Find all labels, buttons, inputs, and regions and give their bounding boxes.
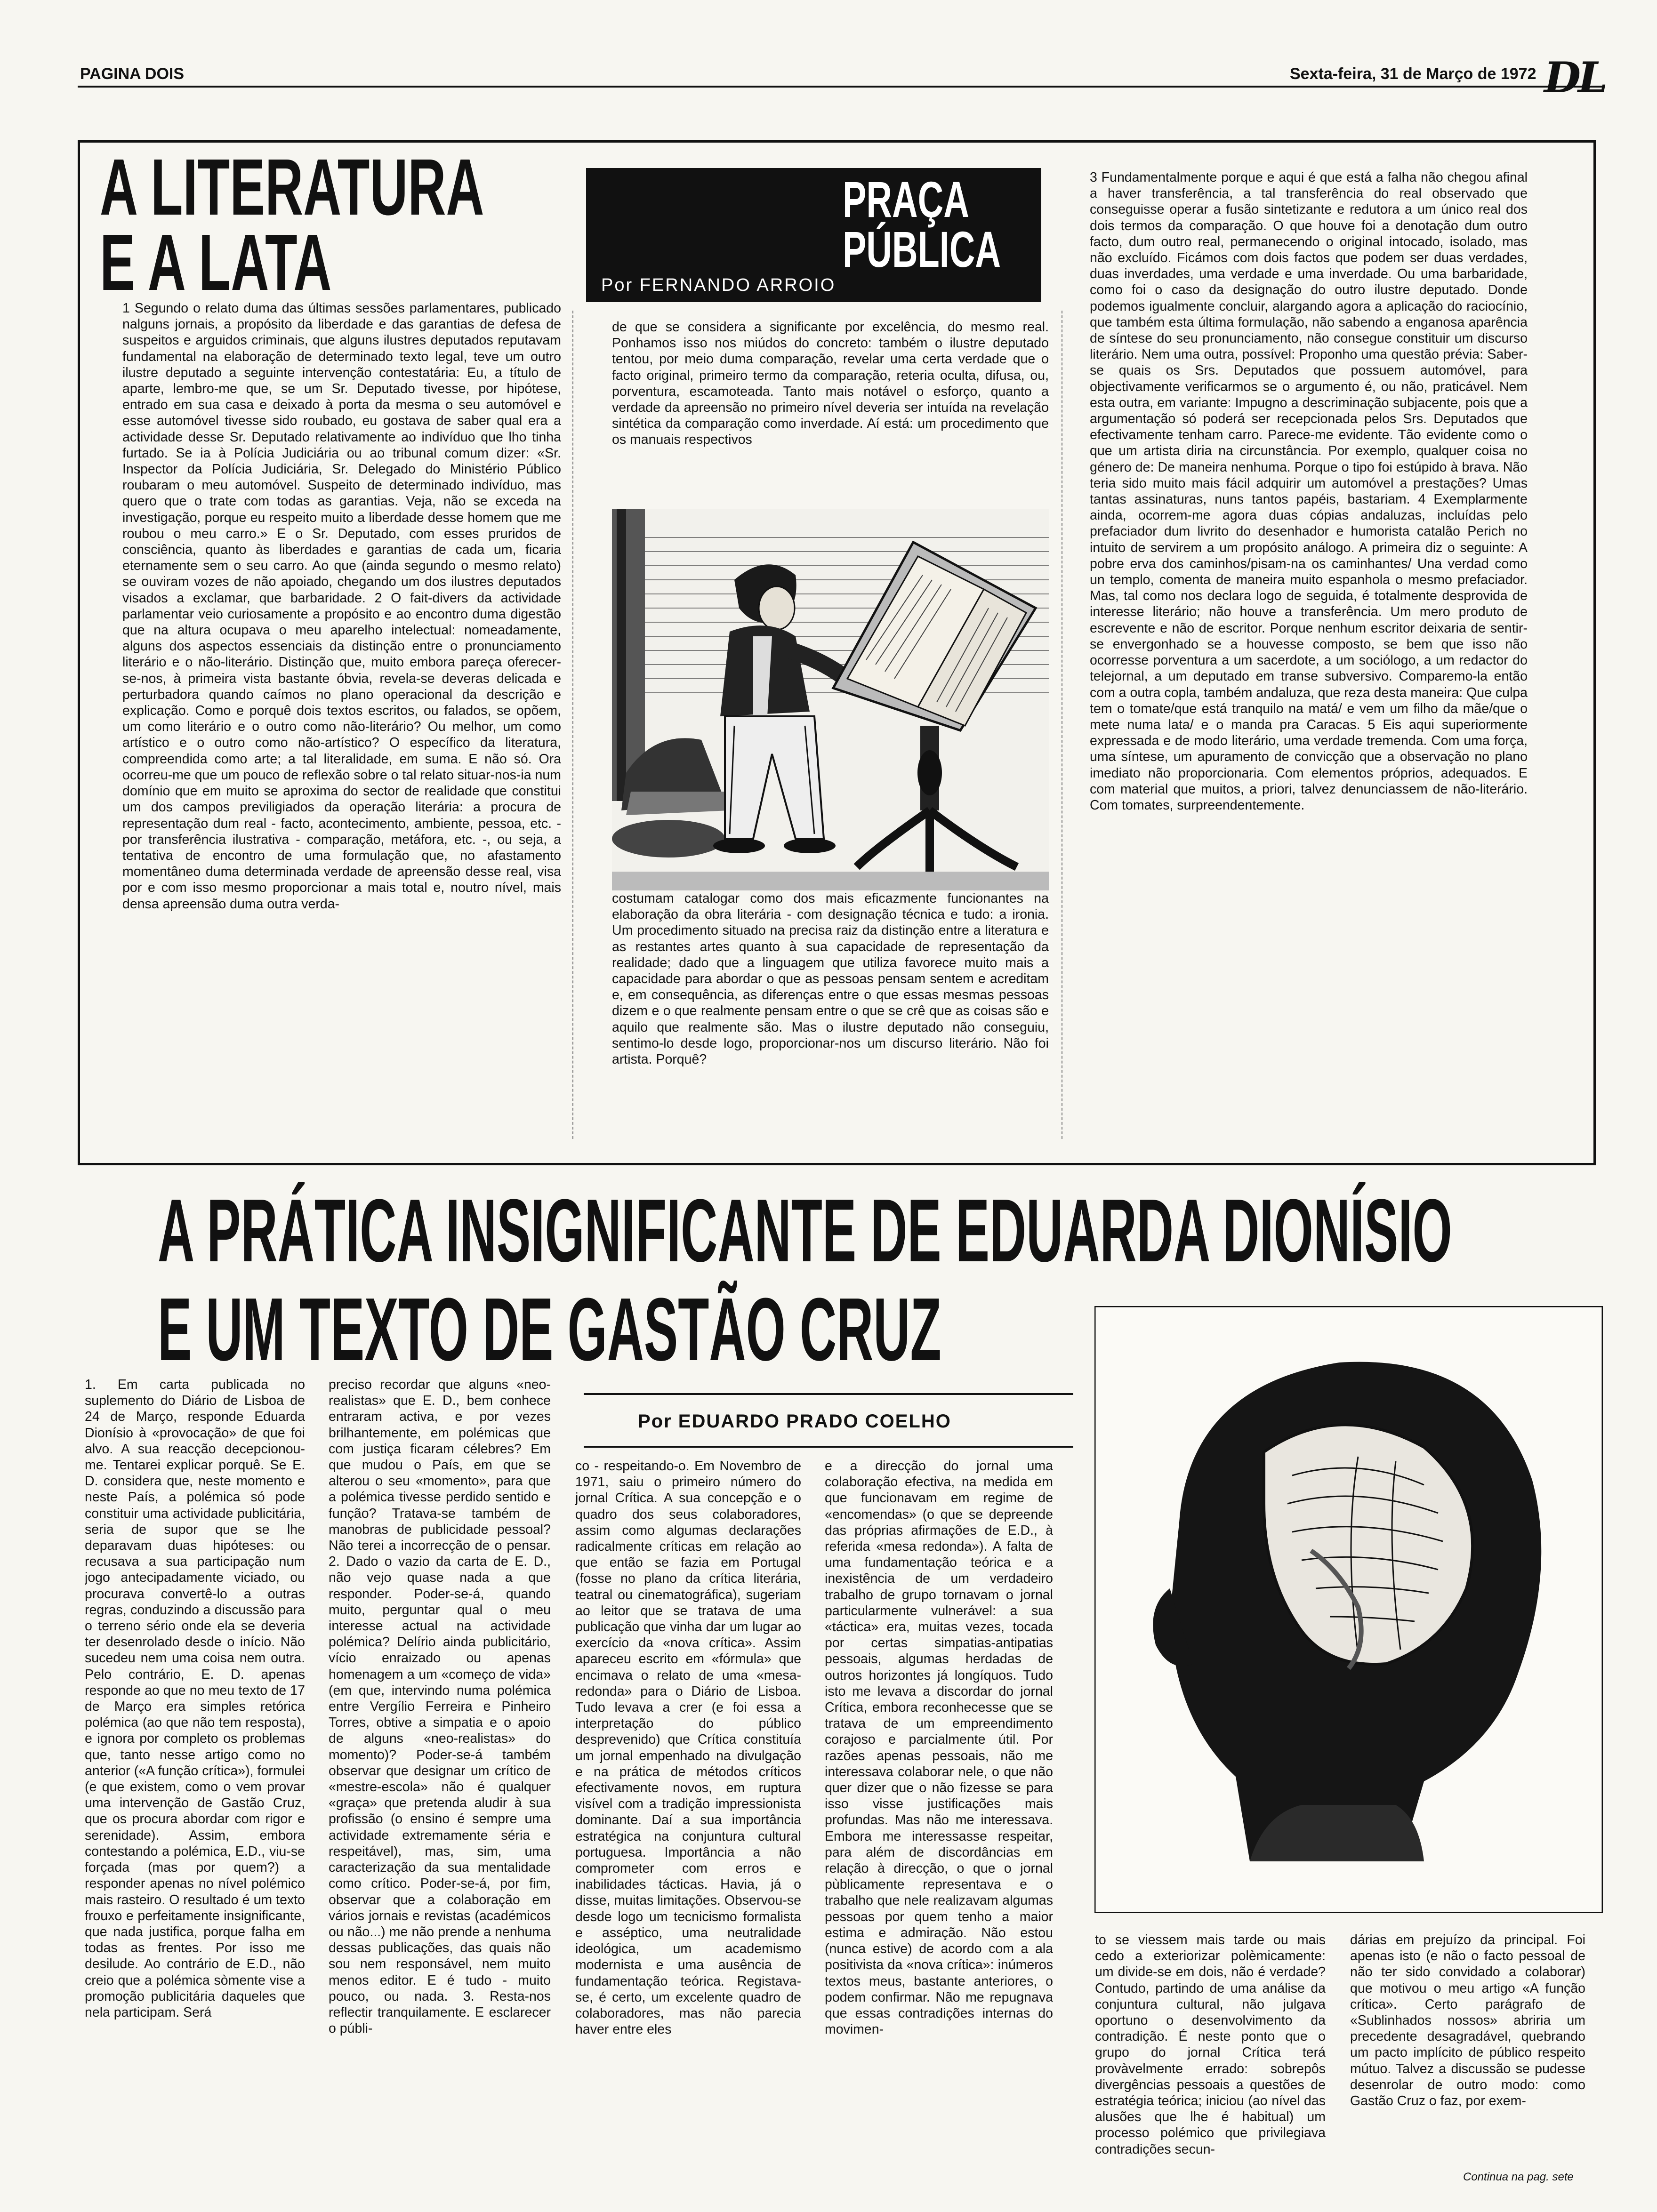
- article2-column-6: dárias em prejuízo da principal. Foi apenas isto (e não o facto pessoal de não ter sido convidado a colaborar) que motivou o meu artigo «A função crítica». Certo parágrafo de «Sublinhados nossos» abriria um precedente desagradável, quebrando um pacto implícito de público respeito mútuo. Talvez a discussão se pudesse desenrolar de outro modo: como Gastão Cruz o faz, por exem-: [1350, 1932, 1585, 2109]
- column-name-praca: PRAÇA: [843, 171, 969, 228]
- byline-rule-bottom: [584, 1446, 1073, 1448]
- article2-column-3: co - respeitando-o. Em Novembro de 1971, saiu o primeiro número do jornal Crítica. A sua concepção e o quadro dos seus colaboradores, assim como algumas declarações radicalmente críticas em relação ao que então se fazia em Portugal (fosse no plano da crítica literária, teatral ou cinematográfica), sugeriam ao leitor que se tratava de uma publicação que vinha dar um lugar ao exercício da «nova crítica». Assim apareceu escrito em «fórmula» que encimava o relato de uma «mesa-redonda» para o Diário de Lisboa. Tudo levava a crer (e foi essa a interpretação do público desprevenido) que Crítica constituía um jornal empenhado na divulgação e na prática de métodos críticos efectivamente novos, em ruptura visível com a tradição impressionista dominante. Daí a sua importância estratégica na conjuntura cultural portuguesa. Importância a não comprometer com erros e inabilidades tácticas. Havia, já o disse, muitas limitações. Observou-se desde logo um tecnicismo formalista e asséptico, uma neutralidade ideológica, um academismo modernista e uma ausência de fundamentação teórica. Registava-se, é certo, um excelente quadro de colaboradores, mas não parecia haver entre eles: [575, 1459, 801, 2037]
- article1-column-2a: de que se considera a significante por excelência, do mesmo real. Ponhamos isso nos miúdos do concreto: também o ilustre deputado tentou, por meio duma comparação, revelar uma certa verdade que o facto original, primeiro termo da comparação, reteria oculta, difusa, ou, porventura, escamoteada. Tanto mais notável o esforço, quanto a verdade da apreensão no primeiro nível deveria ser intuída na revelação sintética da comparação como inverdade. Aí está: um procedimento que os manuais respectivos: [612, 320, 1049, 448]
- article2-byline: Por EDUARDO PRADO COELHO: [638, 1411, 951, 1432]
- article1-byline: Por FERNANDO ARROIO: [601, 275, 836, 295]
- article1-title-line1: A LITERATURA: [100, 143, 484, 232]
- header-rule: [78, 86, 1603, 88]
- column-divider: [572, 311, 573, 1139]
- article1-column-3: 3 Fundamentalmente porque e aqui é que está a falha não chegou afinal a haver transferência, a tal transferência do real observado que conseguisse operar a fusão sintetizante e redutora a um único real dos dois termos da comparação. O que houve foi a denotação dum outro facto, dum outro real, permanecendo o original intocado, isolado, mas não excluído. Ficámos com dois factos que podem ser duas verdades, duas inverdades, uma verdade e uma inverdade. Ou uma barbaridade, como foi o caso da designação do outro ilustre deputado. Donde podemos igualmente concluir, alargando agora a aplicação do raciocínio, que também esta última formulação, não sabendo a enganosa aparência de síntese do seu pronunciamento, não consegue constituir um discurso literário. Nem uma outra, possível: Proponho uma questão prévia: Saber-se quais os Srs. Deputados que possuem automóvel, para objectivamente verificarmos se o argumento é, ou não, praticável. Nem esta outra, em variante: Impugno a descriminação subjacente, pois que a argumentação só poderá ser recepcionada pelos Srs. Deputados que efectivamente tenham carro. Parece-me evidente. Tão evidente como o que um artista diria na circunstância. Por exemplo, qualquer coisa no género de: De maneira nenhuma. Porque o tipo foi estúpido à brava. Não teria sido muito mais fácil adquirir um automóvel a prestações? Umas tantas assinaturas, nuns tantos papéis, bastariam. 4 Exemplarmente ainda, ocorrem-me agora duas cópias andaluzas, incluídas pelo prefaciador dum livrito do desenhador e humorista catalão Perich no intuito de servirem a um propósito análogo. A primeira diz o seguinte: A pobre erva dos caminhos/pisam-na os caminhantes/ Una verdad como un templo, comenta de maneira muito espanhola o mesmo prefaciador. Mas, tal como nos declara logo de seguida, é totalmente desprovida de interesse literário; não houve a transferência. Um mero produto de escrevente e não de escritor. Porque nenhum escritor deixaria de sentir-se envergonhado se a houvesse composto, se bem que isso não ocorresse porventura a um sacerdote, a um sociólogo, a um redactor do telejornal, a um deputado em transe subversivo. Comparemo-la então com a outra copla, também andaluza, que reza desta maneira: Que culpa tem o tomate/que está tranquilo na matá/ e vem um filho da mãe/que o mete numa lata/ e o manda pra Caracas. 5 Eis aqui superiormente expressada e de modo literário, uma verdade tremenda. Com uma força, uma síntese, um apuramento de convicção que a observação no plano imediato não proporcionaria. Com elementos próprios, adequados. E com material que muitos, a priori, talvez denunciassem de não-literário. Com tomates, surpreendentemente.: [1090, 170, 1528, 813]
- article2-column-2: preciso recordar que alguns «neo-realistas» que E. D., bem conhece entraram activa, e por vezes brilhantemente, em polémicas que com justiça ficaram célebres? Em que mudou o País, em que se alterou o seu «momento», para que a polémica tivesse perdido sentido e função? Tratava-se também de manobras de publicidade pessoal? Não terei a incorrecção de o pensar. 2. Dado o vazio da carta de E. D., não vejo quase nada a que responder. Poder-se-á, quando muito, perguntar qual o meu interesse actual na actividade polémica? Delírio ainda publicitário, vício enraizado ou apenas homenagem a um «começo de vida» (em que, intervindo numa polémica entre Vergílio Ferreira e Pinheiro Torres, obtive a simpatia e o apoio de alguns «neo-realistas» do momento)? Poder-se-á também observar que designar um crítico de «mestre-escola» não é qualquer «graça» que pretenda aludir à sua profissão (o ensino é sempre uma actividade extremamente séria e respeitável), mas, sim, uma caracterização da sua mentalidade como crítico. Poder-se-á, por fim, observar que a colaboração em vários jornais e revistas (académicos ou não...) me não prende a nenhuma dessas publicações, das quais não sou nem responsável, nem muito menos editor. E é tudo - muito pouco, ou nada. 3. Resta-nos reflectir tranquilamente. E esclarecer o públi-: [329, 1377, 551, 2036]
- continued-note: Continua na pag. sete: [1463, 2171, 1574, 2183]
- article2-column-4: e a direcção do jornal uma colaboração efectiva, na medida em que funcionavam em regime de «encomendas» (o que se depreende das próprias afirmações de E.D., à referida «mesa redonda»). A falta de uma fundamentação teórica e a inexistência de um verdadeiro trabalho de grupo tornavam o jornal particularmente vulnerável: a sua «táctica» era, muitas vezes, tocada por certas simpatias-antipatias pessoais, algumas herdadas de outros horizontes já longíquos. Tudo isto me levava a discordar do jornal Crítica, embora reconhecesse que se tratava de um empreendimento corajoso e parcialmente útil. Por razões apenas pessoais, não me interessava colaborar nele, o que não quer dizer que o não fizesse se para isso visse justificações mais profundas. Mas não me interessava. Embora me interessasse respeitar, para além de discordâncias em relação à direcção, o que o jornal pùblicamente representava e o trabalho que nele realizavam algumas pessoas por quem tenho a maior estima e admiração. Não estou (nunca estive) de acordo com a ala positivista da «nova crítica»: inúmeros textos meus, bastante anteriores, o podem confirmar. Não me repugnava que essas contradições internas do movimen-: [825, 1459, 1053, 2037]
- article1-title-line2: E A LATA: [100, 218, 332, 307]
- issue-date: Sexta-feira, 31 de Março de 1972: [1290, 65, 1536, 83]
- article2-column-5: to se viessem mais tarde ou mais cedo a exteriorizar polèmicamente: um divide-se em dois, não é verdade? Contudo, partindo de uma análise da conjuntura cultural, não julgava oportuno o desenvolvimento da contradição. É neste ponto que o grupo do jornal Crítica terá provàvelmente errado: sobrepôs divergências pessoais a questões de estratégia teórica; iniciou (ao nível das alusões que lhe é habitual) um processo polémico que privilegiava contradições secun-: [1095, 1932, 1326, 2157]
- section-label: PAGINA DOIS: [80, 65, 185, 83]
- article2-title-line2: E UM TEXTO DE GASTÃO CRUZ: [158, 1280, 941, 1379]
- article1-column-1: 1 Segundo o relato duma das últimas sessões parlamentares, publicado nalguns jornais, a propósito da liberdade e das garantias de defesa de suspeitos e arguidos criminais, que alguns ilustres deputados reputavam fundamental na elaboração de determinado texto legal, teve um outro ilustre deputado a seguinte intervenção contestatária: Eu, a título de aparte, lembro-me que, se um Sr. Deputado tivesse, por hipótese, entrado em sua casa e deixado à porta da mesma o seu automóvel e esse automóvel tivesse sido roubado, eu gostava de saber qual era a actividade desse Sr. Deputado relativamente ao indivíduo que lho tinha furtado. Se ia à Polícia Judiciária ou ao tribunal comum dizer: «Sr. Inspector da Polícia Judiciária, Sr. Delegado do Ministério Público roubaram o meu automóvel. Suspeito de determinado indivíduo, mas quero que o trate com todas as garantias. Veja, não se exceda na investigação, porque eu respeito muito a liberdade desse homem que me roubou o meu carro.» E o Sr. Deputado, com esses pruridos de consciência, quanto às liberdades e garantias de cada um, ficaria eternamente sem o seu carro. Ao que (ainda segundo o mesmo relato) se ouviram vozes de não apoiado, chegando um dos ilustres deputados visados a exclamar, que barbaridade. 2 O fait-divers da actividade parlamentar veio curiosamente a propósito e ao encontro duma digestão que na altura ocupava o meu aparelho intelectual: nomeadamente, alguns dos aspectos essenciais da distinção entre o pronunciamento literário e o não-literário. Distinção que, muito embora pareça oferecer-se-nos, à primeira vista bastante óbvia, revela-se deveras delicada e perturbadora quando caímos no plano operacional da descrição e explicação. Como e porquê dois textos escritos, ou falados, se opõem, um como literário e o outro como não-literário? Ou melhor, um como artístico e o outro como não-artístico? O específico da literatura, compreendida como arte; a tal literalidade, em suma. E não só. Ora ocorreu-me que um pouco de reflexão sobre o tal relato situar-nos-ia num domínio que em muito se aproxima do sector de realidade que constitui um dos campos previligiados da operação literária: a procura de representação dum real - facto, acontecimento, ambiente, pessoa, etc. - por transferência ilustrativa - comparação, metáfora, etc. -, ou seja, a tentativa de encontro de uma formulação que, no afastamento momentâneo duma determinada verdade de apreensão desse real, visa por e com isso mesmo proporcionar a mais total e, noutro nível, mais densa apreensão duma outra verda-: [122, 301, 561, 912]
- article1-column-2b: costumam catalogar como dos mais eficazmente funcionantes na elaboração da obra literária - com designação técnica e tudo: a ironia. Um procedimento situado na precisa raiz da distinção entre a literatura e as restantes artes quanto à sua capacidade de representação da realidade; dado que a linguagem que utiliza favorece muito mais a capacidade para abordar o que as pessoas pensam sentem e acreditam e, em consequência, as diferenças entre o que essas mesmas pessoas dizem e o que realmente pensam entre o que se crê que as coisas são e aquilo que realmente são. Mas o ilustre deputado não conseguiu, sentimo-lo desde logo, proporcionar-nos um discurso literário. Não foi artista. Porquê?: [612, 891, 1049, 1067]
- reading-man-illustration: [612, 509, 1049, 890]
- column-banner: [586, 168, 1041, 302]
- portrait-illustration: [1094, 1306, 1603, 1913]
- column-name-publica: PÚBLICA: [843, 221, 1001, 278]
- article1-title: [100, 143, 594, 307]
- newspaper-logo: DL: [1544, 53, 1605, 103]
- article2-title-line1: A PRÁTICA INSIGNIFICANTE DE EDUARDA DIONÍSIO: [158, 1181, 1452, 1281]
- article2-column-1: 1. Em carta publicada no suplemento do Diário de Lisboa de 24 de Março, responde Eduarda Dionísio à «provocação» de que foi alvo. A sua reacção decepcionou-me. Tentarei explicar porquê. Se E. D. considera que, neste momento e neste País, a polémica só pode constituir uma actividade publicitária, seria de supor que se lhe deparavam duas hipóteses: ou recusava a sua participação num jogo antecipadamente viciado, ou procurava convertê-lo a outras regras, conduzindo a discussão para o terreno sério onde ela se deveria ter desenrolado desde o início. Não sucedeu nem uma coisa nem outra. Pelo contrário, E. D. apenas responde ao que no meu texto de 17 de Março era simples retórica polémica (ao que não tem resposta), e ignora por completo os problemas que, tanto nesse artigo como no anterior («A função crítica»), formulei (e que existem, como o vem provar uma intervenção de Gastão Cruz, que os procura abordar com rigor e serenidade). Assim, embora contestando a polémica, E.D., viu-se forçada (mas por quem?) a responder apenas no nível polémico mais rasteiro. O resultado é um texto frouxo e perfeitamente insignificante, que nada justifica, porque falha em todas as frentes. Por isso me desilude. Ao contrário de E.D., não creio que a polémica sòmente vise a promoção publicitária daqueles que nela participam. Será: [85, 1377, 305, 2020]
- byline-rule-top: [584, 1393, 1073, 1395]
